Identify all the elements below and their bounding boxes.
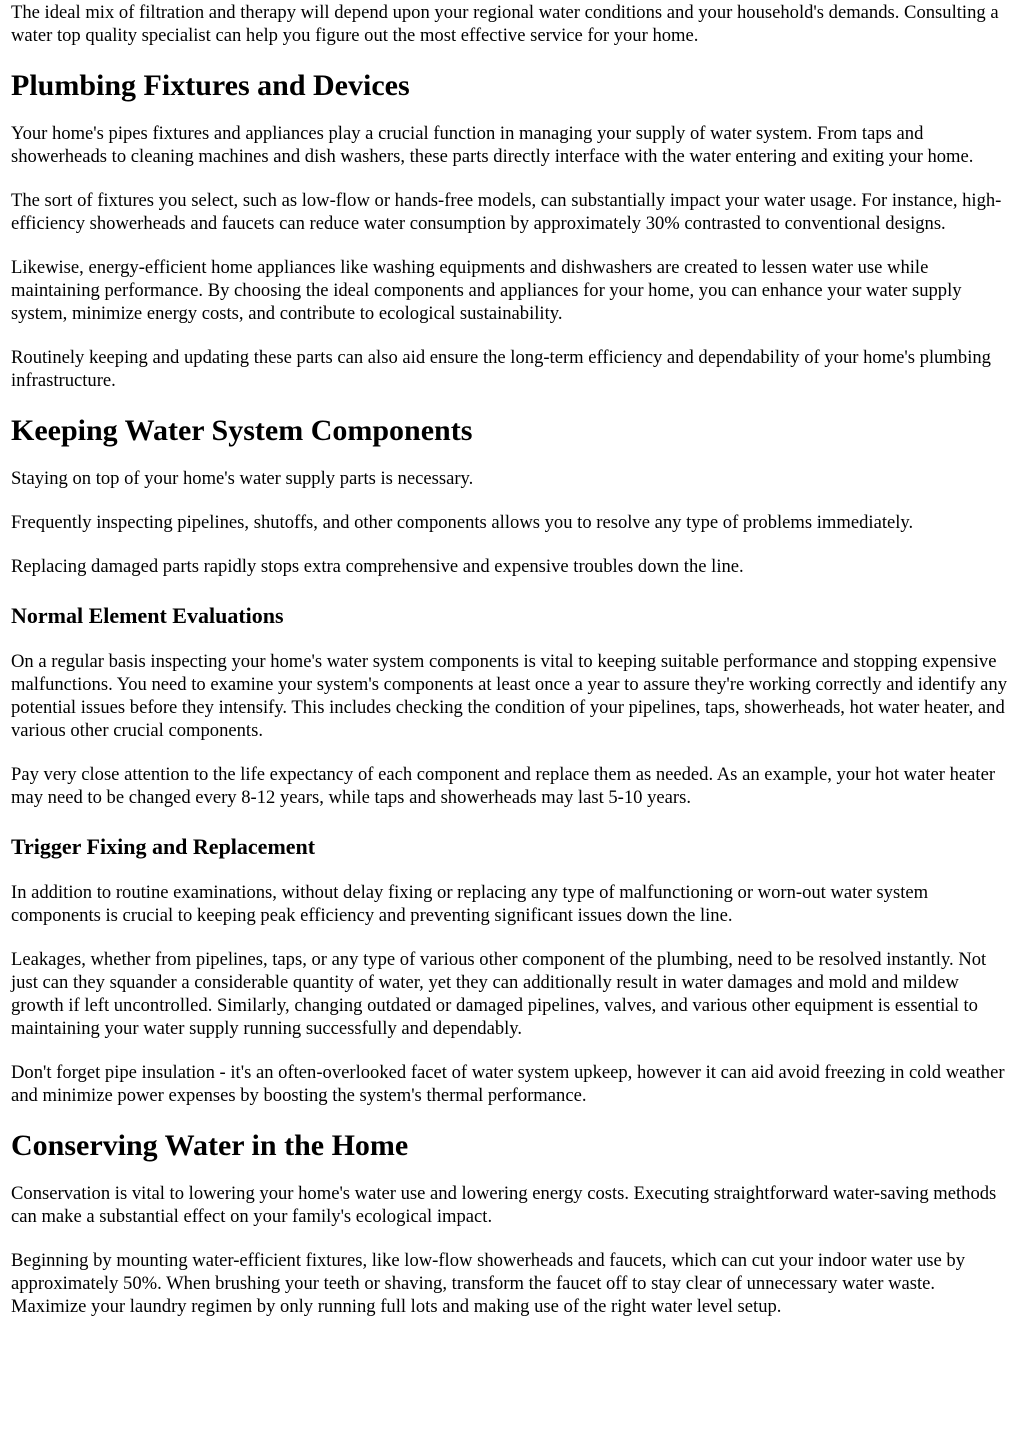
trigger-paragraph-1: In addition to routine examinations, without delay fixing or replacing any type of malfunctioning or worn-out water system components is crucial to keeping peak efficiency and preventing significant issues down the line. [11,882,929,926]
fixtures-paragraph-3: Likewise, energy-efficient home appliances like washing equipments and dishwashers are created to lessen water use while maintaining performance. By choosing the ideal components and appliances for your home, you can enhance your water supply system, minimize energy costs, and contribute to ecological sustainability. [11,257,962,324]
keeping-paragraph-2: Frequently inspecting pipelines, shutoffs, and other components allows you to resolve any type of problems immediately. [11,512,914,533]
trigger-paragraph-2: Leakages, whether from pipelines, taps, or any type of various other component of the plumbing, need to be resolved instantly. Not just can they squander a considerable quantity of water, yet they can additionally result in water damages and mold and mildew growth if left uncontrolled. Similarly, changing outdated or damaged pipelines, valves, and various other equipment is essential to maintaining your water supply running successfully and dependably. [11,949,987,1039]
normal-paragraph-1: On a regular basis inspecting your home's water system components is vital to keeping suitable performance and stopping expensive malfunctions. You need to examine your system's components at least once a year to assure they're working correctly and identify any potential issues before they intensify. This includes checking the condition of your pipelines, taps, showerheads, hot water heater, and various other crucial components. [11,651,1008,741]
fixtures-paragraph-4: Routinely keeping and updating these parts can also aid ensure the long-term efficiency and dependability of your home's plumbing infrastructure. [11,347,991,391]
conserving-paragraph-2: Beginning by mounting water-efficient fixtures, like low-flow showerheads and faucets, which can cut your indoor water use by approximately 50%. When brushing your teeth or shaving, transform the faucet off to stay clear of unnecessary water waste. Maximize your laundry regimen by only running full lots and making use of the right water level setup. [11,1250,966,1317]
heading-plumbing-fixtures: Plumbing Fixtures and Devices [11,69,410,102]
heading-keeping-components: Keeping Water System Components [11,414,473,447]
intro-paragraph: The ideal mix of filtration and therapy will depend upon your regional water conditions and your household's demands. Consulting a water top quality specialist can help you figure out the most effective service for your home. [11,2,999,46]
heading-conserving-water: Conserving Water in the Home [11,1129,409,1162]
subheading-normal-evaluations: Normal Element Evaluations [11,603,284,628]
trigger-paragraph-3: Don't forget pipe insulation - it's an often-overlooked facet of water system upkeep, however it can aid avoid freezing in cold weather and minimize power expenses by boosting the system's thermal performance. [11,1062,1005,1106]
subheading-trigger-fixing: Trigger Fixing and Replacement [11,834,316,859]
fixtures-paragraph-2: The sort of fixtures you select, such as low-flow or hands-free models, can substantially impact your water usage. For instance, high-efficiency showerheads and faucets can reduce water consumption by approximately 30% contrasted to conventional designs. [11,190,1002,234]
normal-paragraph-2: Pay very close attention to the life expectancy of each component and replace them as needed. As an example, your hot water heater may need to be changed every 8-12 years, while taps and showerheads may last 5-10 years. [11,764,996,808]
keeping-paragraph-1: Staying on top of your home's water supply parts is necessary. [11,468,474,489]
fixtures-paragraph-1: Your home's pipes fixtures and appliances play a crucial function in managing your supply of water system. From taps and showerheads to cleaning machines and dish washers, these parts directly interface with the water entering and exiting your home. [11,123,974,167]
keeping-paragraph-3: Replacing damaged parts rapidly stops extra comprehensive and expensive troubles down the line. [11,556,744,577]
conserving-paragraph-1: Conservation is vital to lowering your home's water use and lowering energy costs. Executing straightforward water-saving methods can make a substantial effect on your family's ecological impact. [11,1183,997,1227]
